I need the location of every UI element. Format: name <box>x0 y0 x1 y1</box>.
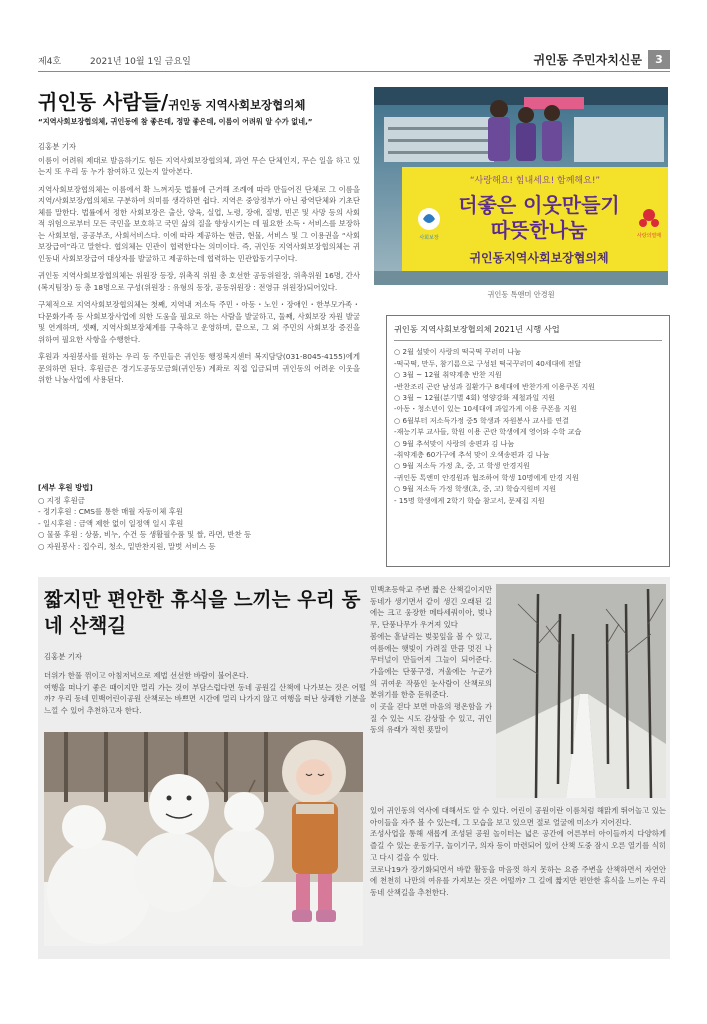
article2-paragraph: 있어 귀인동의 역사에 대해서도 알 수 있다. 어린이 공원이란 이름처럼 해맑게 뛰어놀고 있는 아이들을 자주 볼 수 있는데, 그 모습을 보고 있으면 절로 얼굴에 미소가 지어진다. <box>370 806 666 827</box>
plan-box <box>386 315 670 567</box>
publication-date: 2021년 10월 1일 금요일 <box>90 57 191 67</box>
fruit-logo-label: 사랑의열매 <box>636 233 662 239</box>
article2-intro <box>44 670 366 716</box>
plan-item: -취약계층 60가구에 추석 맞이 오색송편과 김 나눔 <box>394 450 550 460</box>
article1-title-sub: 귀인동 지역사회보장협의체 <box>168 98 306 112</box>
snowman-body <box>47 840 151 944</box>
article1-paragraph: 후원과 자원봉사를 원하는 우리 동 주민들은 귀인동 행정복지센터 복지담당(031-8045-4155)에게 문의하면 된다. 후원금은 경기도공동모금회(귀인동) 계좌로 직접 입금되며 귀인동의 어려운 이웃을 위한 나눔사업에 사용된다. <box>38 352 360 384</box>
newspaper-name <box>533 51 642 68</box>
plan-item: - 15명 학생에게 2학기 학습 참고서, 문제집 지원 <box>394 495 545 505</box>
article2-paragraph: 여행을 떠나기 좋은 때이지만 멀리 가는 것이 부담스럽다면 동네 공원길 산책에 나가보는 것은 어떨까? 우리 동네 민백어린이공원 산책로는 바쁘면 시간에 멀리 나가지 않고 여행을 떠난 상쾌한 기분을 느낄 수 있어 추천하고자 한다. <box>44 682 366 715</box>
snowy-path-photo <box>496 584 666 798</box>
snowy-path-illustration <box>496 584 666 798</box>
article2-paragraph: 더위가 한풀 꺾이고 아침저녁으로 제법 선선한 바람이 불어온다. <box>44 671 249 680</box>
plan-box-title: 귀인동 지역사회보장협의체 2021년 시행 사업 <box>394 324 662 341</box>
donation-method-item: ○ 지정 후원금 <box>38 495 85 505</box>
optical-shop-illustration <box>374 87 668 285</box>
banner-slogan: “사랑해요! 힘내세요! 함께해요!” <box>469 176 601 186</box>
plan-item: -반찬조리 곤란 남성과 질환가구 8세대에 반찬가게 이용쿠폰 지원 <box>394 381 596 391</box>
optical-shop-photo <box>374 87 668 285</box>
article1-subtitle: “지역사회보장협의체, 귀인동에 참 좋은데, 정말 좋은데, 이름이 어려워 알 수가 없네,” <box>38 117 313 126</box>
page-number: 3 <box>648 50 670 69</box>
donation-method-title: [세부 후원 방법] <box>38 483 93 492</box>
article1-paragraph: 구체적으로 지역사회보장협의체는 첫째, 지역내 저소득 주민・아동・노인・장애인・한부모가족・다문화가족 등 사회보장사업에 의한 도움을 필요로 하는 사람을 발굴하고, 둘째, 사회보장 자원 발굴 및 연계하며, 셋째, 지역사회보장체계를 구축하고 운영하며, 끝으로, 그 외 주민의 사회보장 증진을 위하여 필요한 사항을 수행한다. <box>38 300 360 344</box>
article1-paragraph: 지역사회보장협의체는 이름에서 확 느껴지듯 법률에 근거해 조례에 따라 만들어진 단체로 그 이름을 지역/사회보장/협의체로 구분하여 의미를 생각하면 쉽다. 지역은 중앙정부가 아닌 광역단체와 기초단체를 말한다. 법률에서 정한 사회보장은 출산, 양육, 실업, 노령, 장애, 질병, 빈곤 및 사망 등의 사회적 위험으로부터 모든 국민을 보호하고 국민 삶의 질을 향상시키는 데 필요한 소득・서비스를 보장하는 사회보험, 공공부조, 사회서비스다. 이에 따라 제공하는 현금, 현물, 서비스 및 그 이용권을 “사회보장급여”라고 말한다. 협의체는 민관이 협력한다는 의미이다. 즉, 귀인동 지역사회보장협의체는 귀인동내 사회보장급여 대상자를 발굴하고 제공하는데 협력하는 민관합동기구이다. <box>38 184 360 263</box>
header-rule <box>38 71 670 72</box>
donation-method-item: - 일시후원 : 금액 제한 없이 일정액 일시 후원 <box>38 518 184 528</box>
page-header <box>38 50 670 70</box>
plan-item: ○ 3월 ~ 12월(분기별 4회) 영양강화 제철과일 지원 <box>394 393 556 403</box>
fruit-logo-icon <box>643 209 655 221</box>
welfare-logo-label: 사회보장 <box>419 235 439 241</box>
plan-item: ○ 3월 ~ 12월 취약계층 반찬 지원 <box>394 370 502 380</box>
donation-method-item: ○ 자원봉사 : 집수리, 청소, 밑반찬지원, 말벗 서비스 등 <box>38 541 216 551</box>
optical-shop-caption: 귀인동 톡앤미 안경원 <box>487 290 555 299</box>
issue-number: 제4호 <box>38 57 62 67</box>
article2-paragraph: 민백초등학교 주변 짧은 산책길이지만 동네가 생기면서 같이 생긴 오래된 길에는 크고 웅장한 메타세쿼이아, 벚나무, 단풍나무가 우거져 있다 <box>370 585 492 630</box>
plan-item: ○ 9월 저소득 가정 초, 중, 고 학생 안경지원 <box>394 461 531 471</box>
article2-title: 짧지만 편안한 휴식을 느끼는 우리 동네 산책길 <box>44 588 361 637</box>
banner-org-name: 귀인동지역사회보장협의체 <box>469 251 609 265</box>
article2-paragraph: 코로나19가 장기화되면서 바깥 활동을 마음껏 하지 못하는 요즘 주변을 산책하면서 자연안에 천천히 나만의 여유를 가져보는 것은 어떨까? 그 길에 짧지만 편안한 휴식을 느끼는 우리 동네 산책길을 추천한다. <box>370 864 666 897</box>
article2-column2 <box>370 584 492 736</box>
snowman-body <box>134 832 214 912</box>
plan-item: -떡국떡, 만두, 참기름으로 구성된 떡국꾸러미 40세대에 전달 <box>394 358 582 368</box>
article1-paragraph: 귀인동 지역사회보장협의체는 위원장 등장, 위촉직 위원 총 호선한 공동위원장, 위촉위원 16명, 간사(복지팀장) 등 총 18명으로 구성(위원장 : 유형의 동장, 공동위원장 : 전영규 위원장)되어있다. <box>38 271 360 292</box>
plan-item: ○ 2월 설맞이 사랑의 떡국떡 꾸러미 나눔 <box>394 347 522 357</box>
article1-title <box>38 86 306 115</box>
banner-main-line2: 따뜻한나눔 <box>490 218 588 242</box>
plan-item: ○ 9월 추석맞이 사랑의 송편과 김 나눔 <box>394 438 515 448</box>
newspaper-title: 주민자치신문 <box>572 53 642 67</box>
article1-title-main: 귀인동 사람들/ <box>38 90 169 114</box>
donation-method-item: ○ 물품 후원 : 상품, 비누, 수건 등 생활필수품 및 쌀, 라면, 반찬 등 <box>38 530 252 540</box>
snowman-illustration <box>44 732 363 946</box>
newspaper-brand: 귀인동 <box>533 53 569 67</box>
donation-method-item: - 정기후원 : CMS를 통한 매월 자동이체 후원 <box>38 507 183 517</box>
plan-item: -귀인동 톡앤미 안경원과 협조하여 학생 10명에게 안경 지원 <box>394 472 579 482</box>
donation-method <box>38 482 360 553</box>
article1-body <box>38 141 360 392</box>
article2-paragraph: 봄에는 흩날리는 벚꽃잎을 볼 수 있고, 여름에는 햇빛이 가려질 만큼 멋진 나무터널이 만들어져 그늘이 되어준다. 가을에는 단풍구경, 겨울에는 누군가의 귀여운 작품인 눈사람이 산책로의 분위기를 한층 돋워준다. <box>370 631 492 700</box>
plan-item: -아동・청소년이 있는 10세대에 과일가게 이용 쿠폰을 지원 <box>394 404 577 414</box>
article1-reporter: 김홍분 기자 <box>38 142 77 151</box>
article2-column3 <box>370 805 666 899</box>
plan-item: ○ 9월 저소득 가정 학생(초, 중, 고) 학습지원비 지원 <box>394 484 557 494</box>
plan-item: -재능기부 교사들, 학원 이용 곤란 학생에게 영어와 수학 교습 <box>394 427 582 437</box>
plan-item: ○ 6월부터 저소득가정 중5 학생과 자원봉사 교사를 연결 <box>394 415 569 425</box>
snowman-photo <box>44 732 363 946</box>
banner-main-line1: 더좋은 이웃만들기 <box>458 193 620 217</box>
article2-reporter: 김홍분 기자 <box>44 652 83 661</box>
article2-paragraph: 조성사업을 통해 새롭게 조성된 공원 놀이터는 넓은 공간에 어른부터 아이들까지 다양하게 즐길 수 있는 운동기구, 놀이기구, 의자 등이 마련되어 있어 산책 도중 잠시 오른 열기를 식히고 다시 걸을 수 있다. <box>370 829 666 862</box>
article2-paragraph: 이 곳을 걷다 보면 마음의 평온함을 가질 수 있는 시도 감상할 수 있고, 귀인동의 유래가 적힌 푯말이 <box>370 702 492 735</box>
article1-paragraph: 이름이 어려워 제대로 발음하기도 힘든 지역사회보장협의체, 과연 무슨 단체인지, 무슨 일을 하고 있는지 또 우리 동 누가 참여하고 있는지 알아본다. <box>38 155 360 176</box>
